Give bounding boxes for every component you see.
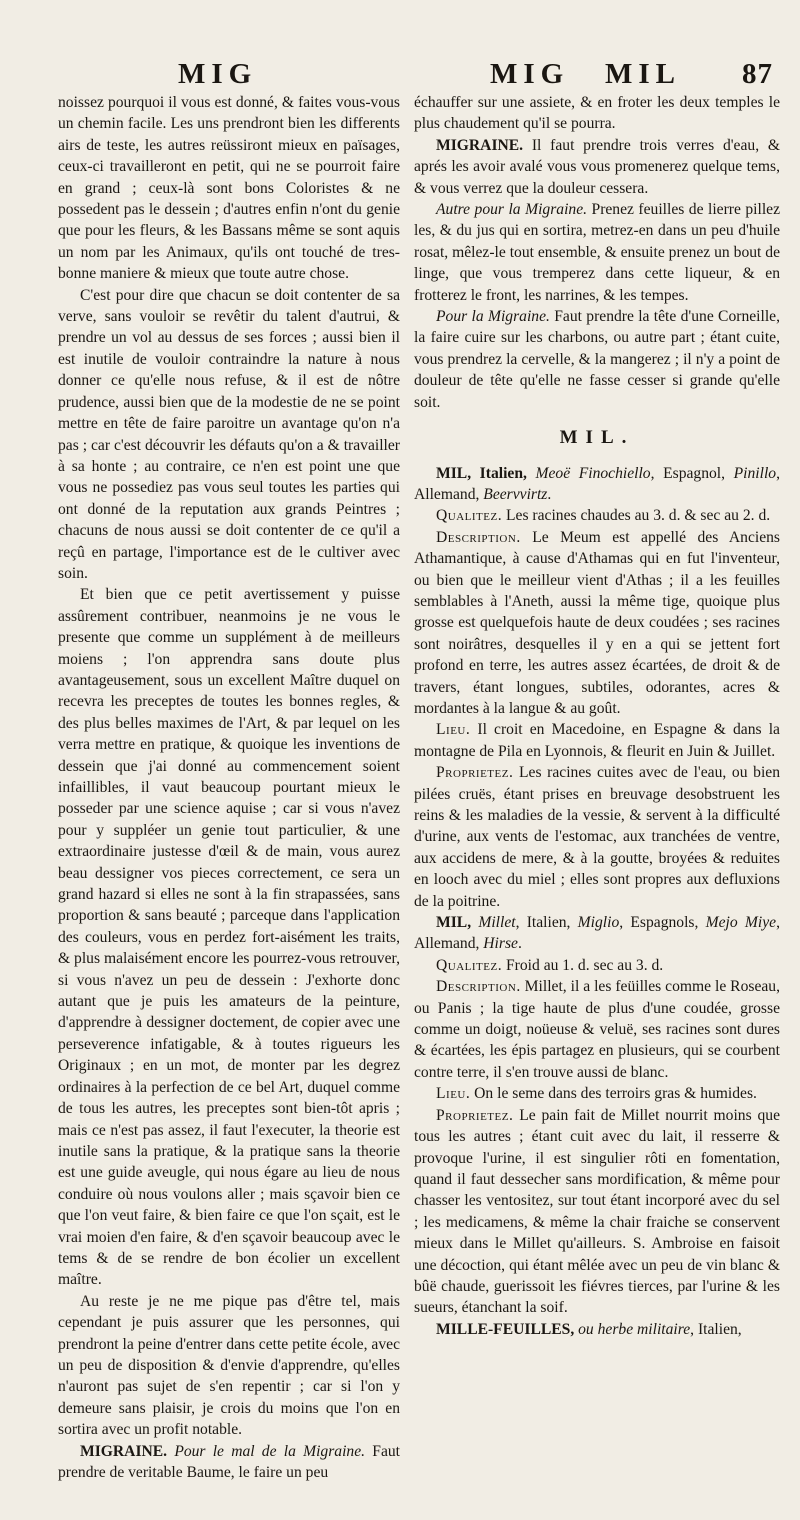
millet-properties-label: Proprietez. bbox=[436, 1106, 514, 1124]
mil-qualities-text: Les racines chaudes au 3. d. & sec au 2. d. bbox=[506, 507, 771, 525]
millet-names-entry bbox=[414, 912, 780, 955]
left-paragraph-1: noissez pourquoi il vous est donné, & faites vous-vous un chemin facile. Les uns prendront bien les differents airs de teste, les autres reüssiront mieux en païsages, ceux-ci travailleront en petit, qui ne se pourroit faire en grand ; ceux-là sont bons Coloristes & ne possedent pas le dessein ; d'autres enfin n'ont du genie que pour les fleurs, & les Bassans même se sont aquis un nom par les Animaux, qu'ils ont touché de tres-bonne maniere & mieux que toute autre chose. bbox=[58, 94, 400, 283]
mil-properties-text: Les racines cuites avec de l'eau, ou bien pilées cruës, étant prises en breuvage desobstruent les reins & les maladies de la vessie, & servent à la difficulté d'urine, aux vents de l'estomac, aux tranchées de ventre, aux accidens de mere, & à la goutte, broyées & reduites en looch avec du miel ; elles sont propres aux defluxions de la poitrine. bbox=[414, 764, 780, 910]
mil-properties bbox=[414, 762, 780, 912]
migraine-text: Faut prendre de veritable Baume, le faire un peu bbox=[58, 1442, 401, 1481]
mil-names-sep-1: , Espagnol, bbox=[650, 464, 726, 482]
millet-description-text: Millet, il a les feüilles comme le Roseau, ou Panis ; la tige haute de plus d'une coudée, grosse comme un doigt, noüeuse & veluë, ses racines sont dures & écartées, les épis partagez en plusieurs, qui se courbent contre terre, il s'en trouve aussi de blanc. bbox=[414, 978, 780, 1081]
migraine-remedy-ivy bbox=[414, 199, 780, 306]
left-column bbox=[58, 92, 400, 1483]
mil-german-name: Beervvirtz bbox=[483, 485, 548, 503]
millet-german-name: Hirse bbox=[483, 935, 518, 953]
millet-heading: MIL, bbox=[436, 914, 472, 932]
page-number: 87 bbox=[742, 58, 773, 90]
millet-names-sep-1: , Italien, bbox=[515, 914, 571, 932]
millet-qualities bbox=[414, 955, 780, 976]
left-paragraph-4: Au reste je ne me pique pas d'être tel, mais cependant je puis assurer que les personnes, qui prendront la peine d'entrer dans cette petite école, avec un peu de disposition & d'envie d'apprendre, qu'elles n'auront pas sujet de s'en repentir ; car si l'on y demeure sans plaisir, je crois du moins que l'on en sortira avec un profit notable. bbox=[58, 1292, 400, 1439]
migraine-subheading: Pour le mal de la Migraine. bbox=[174, 1442, 366, 1460]
millet-french-name: Millet bbox=[478, 914, 516, 932]
mil-place-label: Lieu. bbox=[436, 721, 471, 739]
right-paragraph-1: échauffer sur une assiete, & en froter les deux temples le plus chaudement qu'il se pourra. bbox=[414, 94, 780, 133]
millet-properties bbox=[414, 1105, 780, 1319]
running-head-right-second: MIL bbox=[605, 58, 681, 90]
millet-spanish-name: Mejo Miye bbox=[705, 914, 777, 932]
millet-italian-name: Miglio bbox=[577, 914, 620, 932]
running-head-right-first: MIG bbox=[490, 58, 570, 90]
right-column bbox=[414, 92, 780, 1340]
running-head-left: MIG bbox=[178, 58, 258, 90]
mil-properties-label: Proprietez. bbox=[436, 764, 514, 782]
mil-place bbox=[414, 719, 780, 762]
migraine-remedy-crow-title: Pour la Migraine. bbox=[436, 308, 550, 326]
millet-names-sep-2: , Espagnols, bbox=[619, 914, 699, 932]
mil-italian-name: Meoë Finochiello bbox=[535, 464, 651, 482]
migraine-entry bbox=[58, 1441, 400, 1484]
millet-place-text: On le seme dans des terroirs gras & humides. bbox=[474, 1085, 757, 1103]
millet-names-end: . bbox=[517, 935, 522, 953]
millet-place bbox=[414, 1083, 780, 1104]
migraine-heading: MIGRAINE. bbox=[80, 1442, 168, 1460]
mille-feuilles-alt-name: ou herbe militaire bbox=[578, 1320, 691, 1338]
migraine-remedy-water bbox=[414, 135, 780, 199]
mil-description-label: Description. bbox=[436, 528, 521, 546]
mil-description-text: Le Meum est appellé des Anciens Athamantique, à cause d'Athamas qui en fut l'inventeur, ou bien que le meilleur vient d'Athas ; il a les feuilles semblables à l'Aneth, aussi la même tige, quoique plus grosse est quelquefois haute de deux coudées ; ses racines sont noirâtres, desquelles il y en a qui se jettent fort profond en terre, les autres assez écartées, de droit & de travers, étant longues, subtiles, odorantes, acres & mordantes à la langue & au goût. bbox=[414, 528, 780, 717]
migraine-remedy-water-text: Il faut prendre trois verres d'eau, & aprés les avoir avalé vous vous promenerez quelque tems, & vous verrez que la douleur cessera. bbox=[414, 136, 780, 197]
mil-names-end: . bbox=[547, 485, 552, 503]
left-paragraph-2: C'est pour dire que chacun se doit contenter de sa verve, sans vouloir se revêtir du talent d'autrui, & prendre un vol au dessus de ses forces ; aussi bien il est inutile de vouloir contraindre la nature à nous donner ce qu'elle nous refuse, & il est de nôtre prudence, aussi bien que de la modestie de ne se point mettre en tête de faire paroitre un avantage qu'on n'a pas ; car c'est découvrir les défauts qu'on a & travailler à sa honte ; au contraire, ce n'en est point une que vous ne possediez pas vous seul toutes les parties qui ont donné de la reputation aux grands Peintres ; chacuns de nous aussi se doit contenter de ce qu'il a reçû en partage, l'importance est de le cultiver avec soin. bbox=[58, 286, 400, 582]
migraine-heading-2: MIGRAINE. bbox=[436, 136, 524, 154]
mil-names-entry bbox=[414, 463, 780, 506]
migraine-remedy-ivy-text: Prenez feuilles de lierre pillez les, & du jus qui en sortira, metrez-en dans un peu d'huile rosat, mêlez-le tout ensemble, & ensuite prenez un bout de linge, que vous tremperez dans cette liqueur, & en frotterez le front, les narrines, & les tempes. bbox=[414, 201, 780, 304]
mil-qualities-label: Qualitez. bbox=[436, 507, 503, 525]
mil-spanish-name: Pinillo bbox=[733, 464, 777, 482]
mil-heading: MIL, Italien, bbox=[436, 464, 527, 482]
migraine-remedy-crow bbox=[414, 306, 780, 413]
mil-place-text: Il croit en Macedoine, en Espagne & dans la montagne de Pila en Lyonnois, & fleurit en Juin & Juillet. bbox=[414, 721, 780, 760]
mille-feuilles-entry bbox=[414, 1319, 780, 1340]
mil-description bbox=[414, 527, 780, 720]
millet-qualities-label: Qualitez. bbox=[436, 956, 503, 974]
mille-feuilles-lang: , Italien, bbox=[690, 1320, 742, 1338]
millet-place-label: Lieu. bbox=[436, 1085, 471, 1103]
millet-qualities-text: Froid au 1. d. sec au 3. d. bbox=[506, 956, 664, 974]
migraine-remedy-ivy-title: Autre pour la Migraine. bbox=[436, 201, 588, 219]
left-paragraph-3: Et bien que ce petit avertissement y puisse assûrement contribuer, neanmoins je ne vous le presente que comme un supplément à de meilleurs moiens ; l'on apprendra sans doute plus avantageusement, sous un excellent Maître duquel on recevra les preceptes de toutes les bonnes regles, & des plus belles maximes de l'Art, & par lequel on les verra mettre en pratique, & quoique les inventions de dessein que j'ai donné au commencement soient infaillibles, il vaut beaucoup pourtant mieux le posseder par une science aquise ; car si vous n'avez pour y suppléer un genie tout particulier, & une extraordinaire justesse d'œil & de main, vous aurez beau dessigner vos pieces correctement, ce sera un grand hazard si elles ne sont à la fin strapassées, sans proportion & sans beauté ; parceque dans l'application des couleurs, vous en perdez fort-aisément les traits, & plus malaisément encore les pourrez-vous retrouver, si vous n'avez un peu de dessein : J'exhorte donc autant que je puis les amateurs de la peinture, d'apprendre à dessigner doctement, de copier avec une perseverence infatigable, & à toutes rigueurs les Originaux ; en un mot, de monter par les degrez ordinaires à la perfection de ce bel Art, duquel comme de tous les autres, les preceptes sont bien-tôt apris ; mais ce n'est pas assez, il faut l'executer, la theorie est inutile sans la pratique, & la pratique sans la theorie est une guide aveugle, qui nous égare au lieu de nous conduire où nous voulons aller ; mais sçavoir bien ce que l'on veut faire, & bien faire ce que l'on sçait, est le vrai moien d'en faire, & d'en sçavoir beaucoup avec le tems & de se rendre de bon écolier un excellent maître. bbox=[58, 586, 400, 1289]
mil-qualities bbox=[414, 505, 780, 526]
millet-description bbox=[414, 976, 780, 1083]
mil-names-sep-2: , Allemand, bbox=[414, 464, 780, 503]
migraine-remedy-crow-text: Faut prendre la tête d'une Corneille, la faire cuire sur les charbons, ou autre part ; étant cuite, vous prendrez la cervelle, & la mangerez ; il n'y a point de douleur de tête qu'elle ne fasse cesser si grande qu'elle soit. bbox=[414, 308, 780, 411]
millet-description-label: Description. bbox=[436, 978, 521, 996]
millet-names-sep-3: , Allemand, bbox=[414, 914, 780, 953]
section-title-mil: MIL. bbox=[559, 427, 635, 449]
millet-properties-text: Le pain fait de Millet nourrit moins que tous les autres ; étant cuit avec du lait, il resserre & provoque l'urine, il est singulier rôti en fomentation, quand il faut dessecher sans mordification, & même pour chasser les ventositez, sur tout étant incorporé avec du sel ; les medicamens, & même la chair fraiche se conservent mieux dans le Millet qu'ailleurs. S. Ambroise en faisoit une décoction, qui étant mêlée avec un peu de vin blanc & bûë chaude, guerissoit les fiévres tierces, par l'urine & les sueurs, étanchant la soif. bbox=[414, 1106, 781, 1317]
mille-feuilles-heading: MILLE-FEUILLES, bbox=[436, 1320, 575, 1338]
